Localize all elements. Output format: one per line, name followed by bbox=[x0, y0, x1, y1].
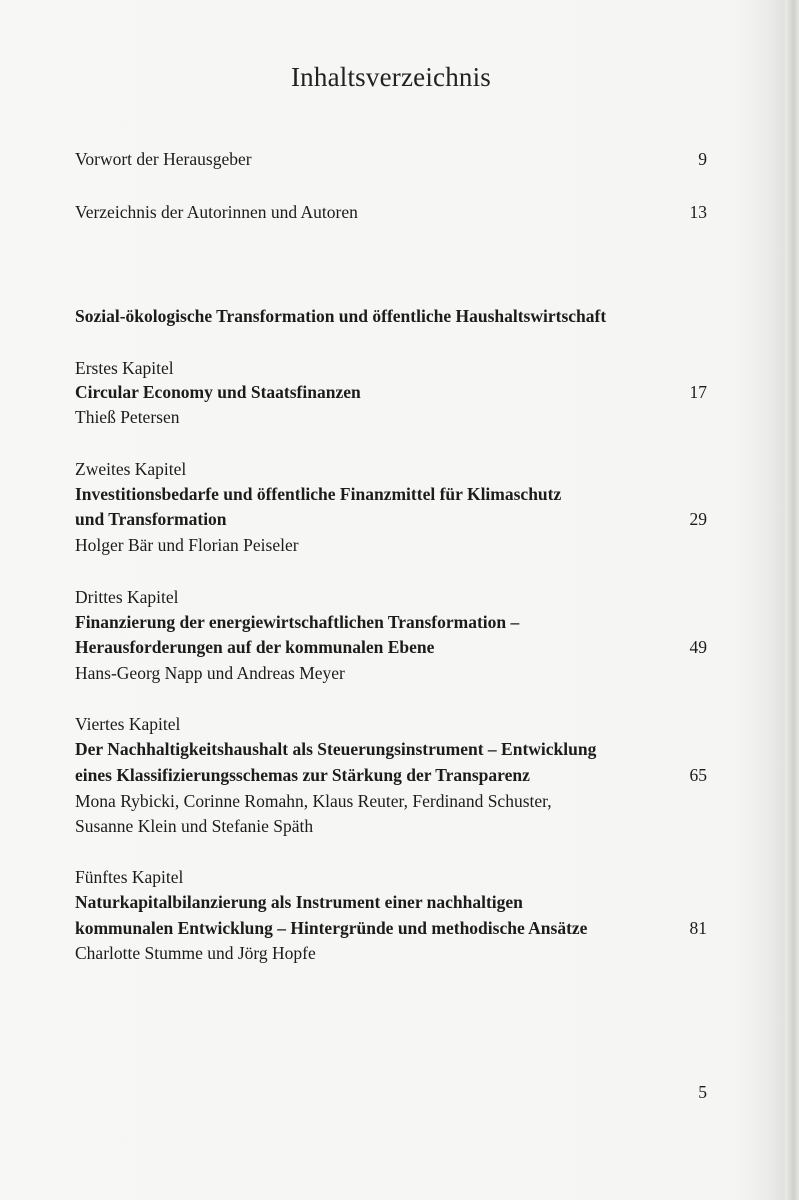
toc-page-number: 81 bbox=[689, 918, 707, 938]
chapter-title: Naturkapitalbilanzierung als Instrument einer nachhaltigen bbox=[75, 892, 523, 912]
chapter-kicker: Zweites Kapitel bbox=[75, 459, 187, 479]
chapter-title: Investitionsbedarfe und öffentliche Finanzmittel für Klimaschutz bbox=[75, 484, 562, 504]
chapter-kicker: Viertes Kapitel bbox=[75, 714, 181, 734]
toc-page-number: 9 bbox=[698, 149, 707, 169]
chapter-title: Herausforderungen auf der kommunalen Ebene bbox=[75, 637, 435, 657]
chapter-kicker: Fünftes Kapitel bbox=[75, 867, 184, 887]
chapter-title: Der Nachhaltigkeitshaushalt als Steuerungsinstrument – Entwicklung bbox=[75, 739, 597, 759]
toc-page-number: 65 bbox=[689, 765, 707, 785]
chapter-author: Mona Rybicki, Corinne Romahn, Klaus Reuter, Ferdinand Schuster, bbox=[75, 791, 552, 811]
chapter-author: Holger Bär und Florian Peiseler bbox=[75, 535, 299, 555]
chapter-author: Susanne Klein und Stefanie Späth bbox=[75, 816, 314, 836]
chapter-title: eines Klassifizierungsschemas zur Stärkung der Transparenz bbox=[75, 765, 530, 785]
chapter-kicker: Erstes Kapitel bbox=[75, 358, 174, 378]
chapter-author: Charlotte Stumme und Jörg Hopfe bbox=[75, 943, 316, 963]
toc-page-number: 49 bbox=[689, 637, 707, 657]
chapter-author: Thieß Petersen bbox=[75, 407, 180, 427]
chapter-kicker: Drittes Kapitel bbox=[75, 587, 179, 607]
toc-entry-authors-list: Verzeichnis der Autorinnen und Autoren bbox=[75, 202, 358, 222]
toc-page-number: 17 bbox=[689, 382, 707, 402]
chapter-title: Circular Economy und Staatsfinanzen bbox=[75, 382, 361, 402]
toc-page-number: 13 bbox=[689, 202, 707, 222]
toc-entry-preface: Vorwort der Herausgeber bbox=[75, 149, 252, 169]
toc-page-number: 29 bbox=[689, 509, 707, 529]
chapter-title: und Transformation bbox=[75, 509, 227, 529]
section-heading: Sozial-ökologische Transformation und öffentliche Haushaltswirtschaft bbox=[75, 306, 607, 326]
page-folio-number: 5 bbox=[698, 1082, 707, 1102]
page-edge-shadow bbox=[785, 0, 799, 1200]
page-title: Inhaltsverzeichnis bbox=[290, 62, 492, 92]
chapter-title: kommunalen Entwicklung – Hintergründe und methodische Ansätze bbox=[75, 918, 588, 938]
chapter-title: Finanzierung der energiewirtschaftlichen Transformation – bbox=[75, 612, 520, 632]
chapter-author: Hans-Georg Napp und Andreas Meyer bbox=[75, 663, 345, 683]
